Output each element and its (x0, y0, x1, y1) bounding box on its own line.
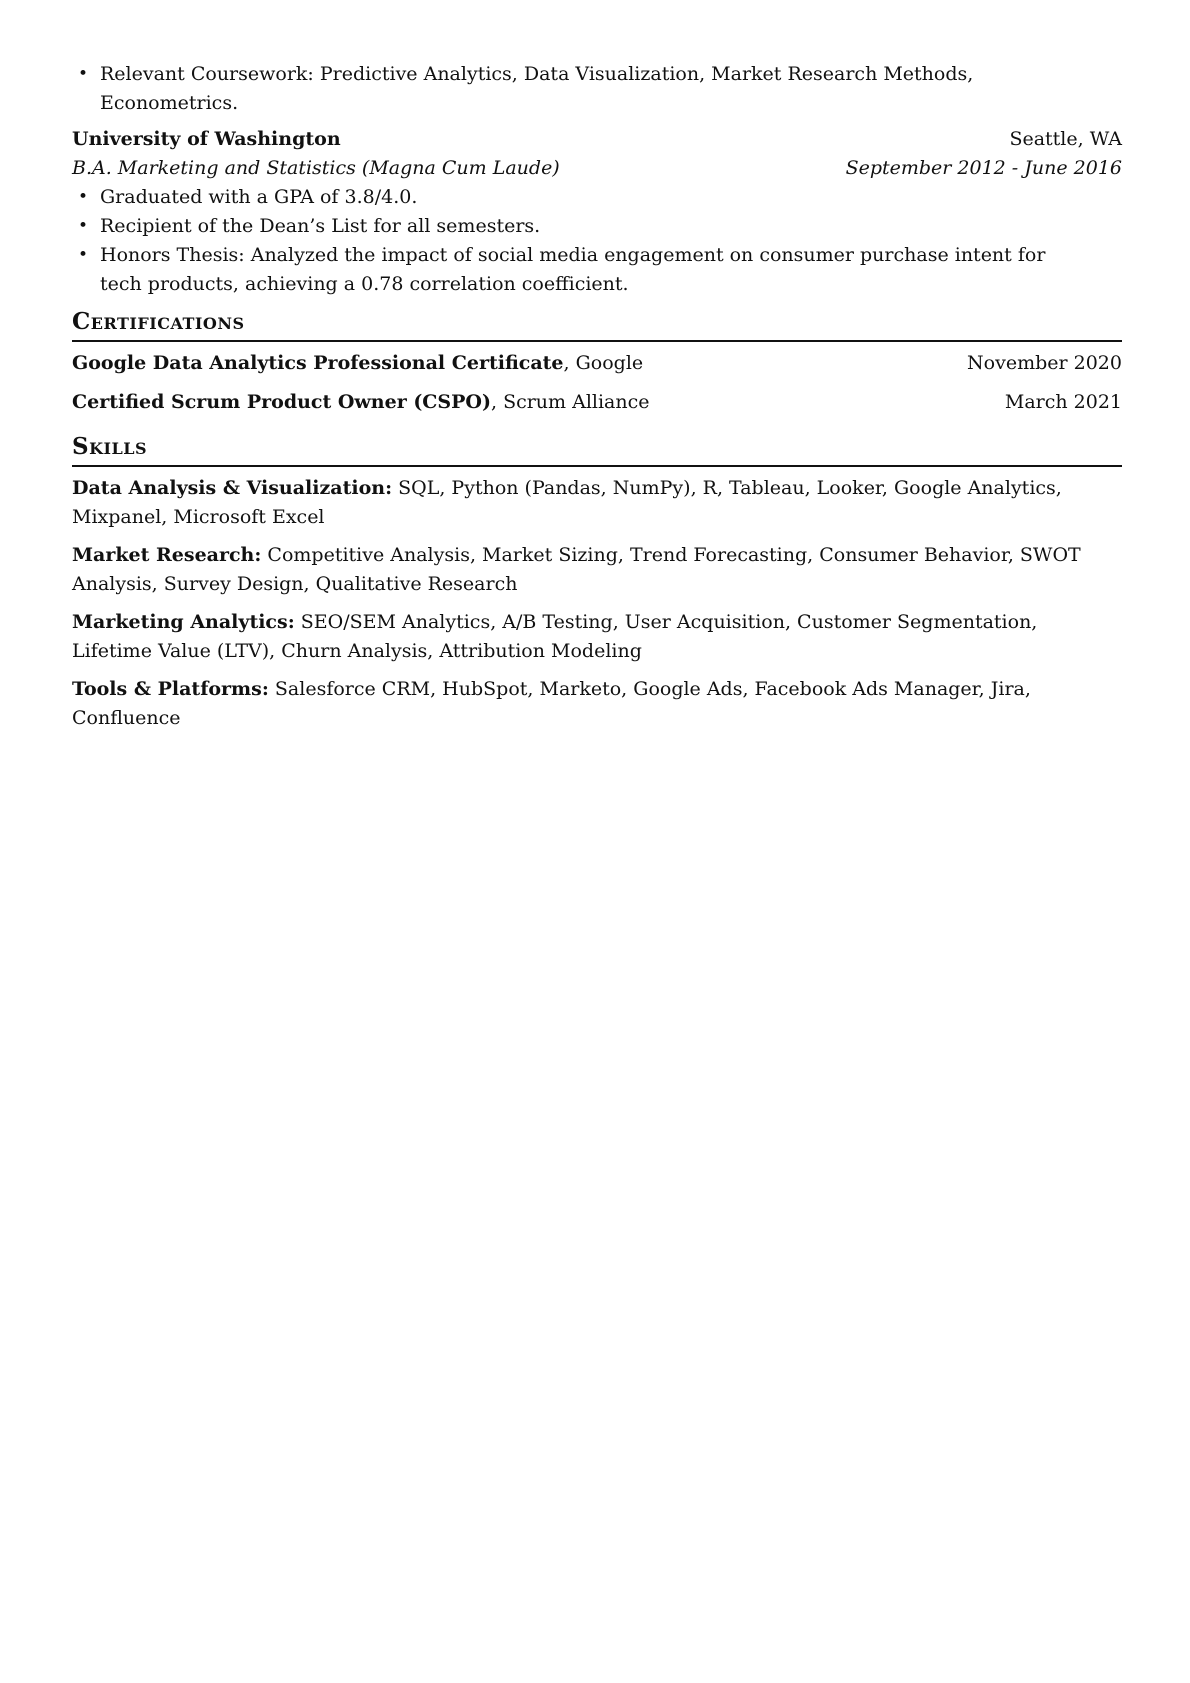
certification-issuer: , Scrum Alliance (490, 391, 650, 413)
skill-group-label: Market Research: (72, 544, 262, 566)
school-location: Seattle, WA (1009, 128, 1122, 150)
certification-row (72, 388, 1122, 417)
certification-title (72, 388, 650, 417)
skill-group (72, 541, 1122, 599)
skill-group-items: SEO/SEM Analytics, A/B Testing, User Acquisition, Customer Segmentation, Lifetime Value (LTV), Churn Analysis, Attribution Modeling (72, 611, 1038, 662)
skill-group-items: Salesforce CRM, HubSpot, Marketo, Google Ads, Facebook Ads Manager, Jira, Confluence (72, 678, 1031, 729)
certification-row (72, 349, 1122, 378)
skill-group-label: Tools & Platforms: (72, 678, 269, 700)
skill-group (72, 608, 1122, 666)
section-heading-certifications: Certifications (72, 307, 1122, 342)
skill-group-items: Competitive Analysis, Market Sizing, Trend Forecasting, Consumer Behavior, SWOT Analysis, Survey Design, Qualitative Research (72, 544, 1081, 595)
list-item: • Honors Thesis: Analyzed the impact of social media engagement on consumer purchase intent for tech products, achieving a 0.78 correlation coefficient. (72, 241, 1072, 299)
skill-group-label: Marketing Analytics: (72, 611, 295, 633)
skill-group-items: SQL, Python (Pandas, NumPy), R, Tableau, Looker, Google Analytics, Mixpanel, Microsoft Excel (72, 477, 1062, 528)
list-item: • Graduated with a GPA of 3.8/4.0. (72, 183, 1072, 212)
section-heading-skills: Skills (72, 432, 1122, 467)
degree: B.A. Marketing and Statistics (Magna Cum Laude) (72, 157, 560, 179)
certification-title (72, 349, 643, 378)
education-bullets (72, 183, 1072, 299)
education-entry-uw (72, 125, 1122, 299)
skill-group (72, 474, 1122, 532)
degree-dates: September 2012 - June 2016 (845, 157, 1122, 179)
skill-group (72, 675, 1122, 733)
education-continued-list (72, 60, 1072, 118)
certifications-section (72, 307, 1122, 417)
school-name: University of Washington (72, 128, 341, 150)
list-item: • Recipient of the Dean’s List for all semesters. (72, 212, 1072, 241)
coursework-bullet: • Relevant Coursework: Predictive Analytics, Data Visualization, Market Research Methods, Econometrics. (72, 60, 1072, 118)
certification-name: Certified Scrum Product Owner (CSPO) (72, 391, 491, 413)
skill-group-label: Data Analysis & Visualization: (72, 477, 393, 499)
skills-section (72, 432, 1122, 733)
certification-date: March 2021 (1004, 391, 1122, 413)
certification-issuer: , Google (563, 352, 644, 374)
certification-date: November 2020 (967, 352, 1122, 374)
certification-name: Google Data Analytics Professional Certificate (72, 352, 564, 374)
